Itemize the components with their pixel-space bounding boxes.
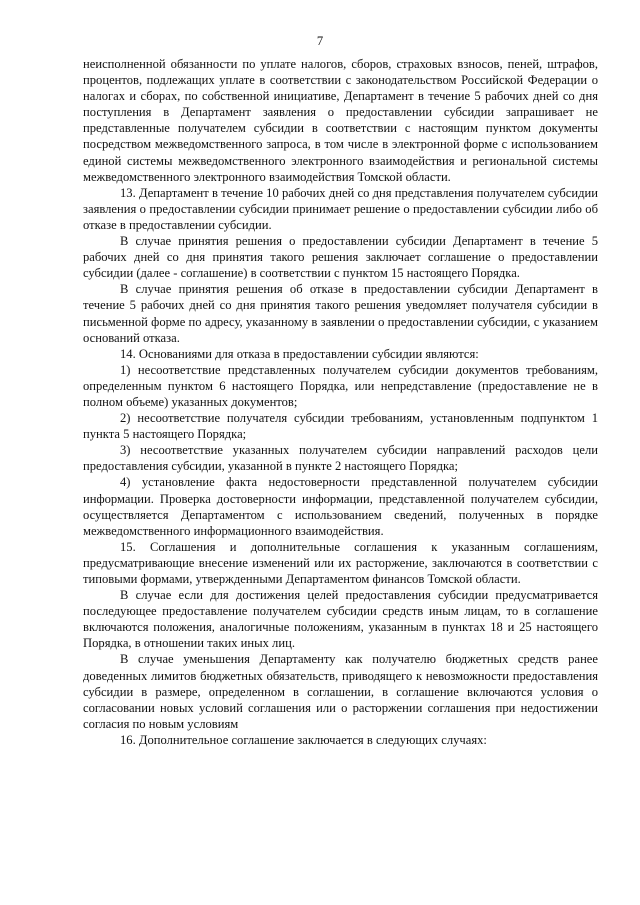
paragraph-item-16: 16. Дополнительное соглашение заключается в следующих случаях: (120, 732, 487, 747)
paragraph-decision-refusal: В случае принятия решения об отказе в предоставлении субсидии Департамент в течение 5 рабочих дней со дня принятия такого решения уведомляет получателя субсидии в письменной форме по адресу, указанному в заявлении о предоставлении субсидии, с указанием оснований отказа. (83, 282, 598, 345)
paragraph-item-14: 14. Основаниями для отказа в предоставлении субсидии являются: (120, 346, 479, 361)
paragraph-other-persons: В случае если для достижения целей предоставления субсидии предусматривается последующее предоставление получателем субсидии средств иным лицам, то в соглашение включаются положения, аналогичные положениям, указанным в пунктах 18 и 25 настоящего Порядка, в отношении таких иных лиц. (83, 588, 598, 651)
paragraph-item-13: 13. Департамент в течение 10 рабочих дней со дня представления получателем субсидии заявления о предоставлении субсидии принимает решение о предоставлении субсидии либо об отказе в предоставлении субсидии. (83, 185, 598, 232)
paragraph-subitem-3: 3) несоответствие указанных получателем субсидии направлений расходов цели предоставления субсидии, указанной в пункте 2 настоящего Порядка; (83, 443, 598, 474)
paragraph-item-15: 15. Соглашения и дополнительные соглашения к указанным соглашениям, предусматривающие внесение изменений или их расторжение, заключаются в соответствии с типовыми формами, утвержденными Департаментом финансов Томской области. (83, 539, 598, 586)
paragraph-subitem-2: 2) несоответствие получателя субсидии требованиям, установленным подпунктом 1 пункта 5 настоящего Порядка; (83, 411, 598, 442)
paragraph-continuation: неисполненной обязанности по уплате налогов, сборов, страховых взносов, пеней, штрафов, процентов, подлежащих уплате в соответствии с законодательством Российской Федерации о налогах и сборах, по собственной инициативе, Департамент в течение 5 рабочих дней со дня поступления в Департамент заявления о предоставлении субсидии запрашивает не представленные получателем субсидии в соответствии с настоящим пунктом документы посредством межведомственного запроса, в том числе в электронной форме с использованием единой системы межведомственного электронного взаимодействия и региональной системы межведомственного электронного взаимодействия Томской области. (83, 57, 598, 184)
paragraph-limits-reduction: В случае уменьшения Департаменту как получателю бюджетных средств ранее доведенных лимитов бюджетных обязательств, приводящего к невозможности предоставления субсидии в размере, определенном в соглашении, в соглашение включаются условия о согласовании новых условий соглашения или о расторжении соглашения при недостижении согласия по новым условиям (83, 652, 598, 731)
page-number: 7 (316, 34, 324, 48)
paragraph-subitem-4: 4) установление факта недостоверности представленной получателем субсидии информации. Проверка достоверности информации, представленной получателем субсидии, осуществляется Департаментом с использованием сведений, полученных в порядке межведомственного информационного взаимодействия. (83, 475, 598, 538)
paragraph-subitem-1: 1) несоответствие представленных получателем субсидии документов требованиям, определенным пунктом 6 настоящего Порядка, или непредставление (предоставление не в полном объеме) указанных документов; (83, 362, 598, 409)
document-body (83, 56, 598, 748)
paragraph-decision-grant: В случае принятия решения о предоставлении субсидии Департамент в течение 5 рабочих дней со дня принятия такого решения заключает соглашение о предоставлении субсидии (далее - соглашение) в соответствии с пунктом 15 настоящего Порядка. (83, 234, 598, 281)
